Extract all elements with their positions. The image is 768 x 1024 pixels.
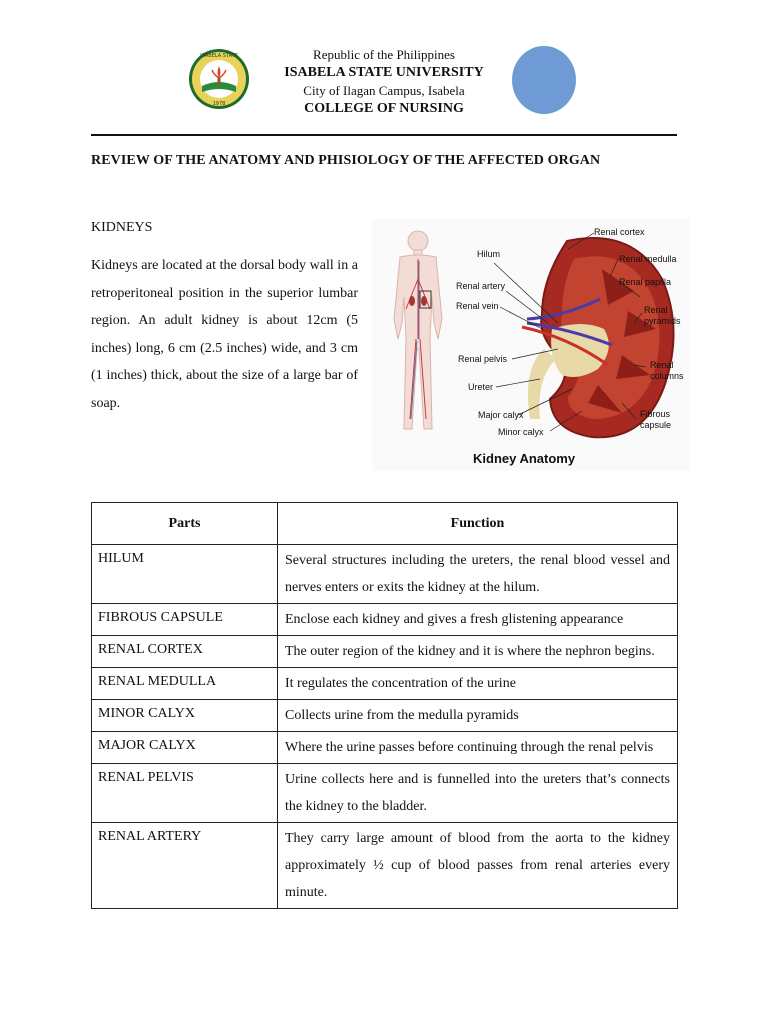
table-row bbox=[92, 668, 678, 700]
table-row bbox=[92, 700, 678, 732]
table-cell-function: Collects urine from the medulla pyramids bbox=[278, 700, 678, 732]
label-renal-columns-1: Renal bbox=[650, 360, 674, 370]
header-text-block bbox=[250, 46, 518, 118]
header-college: COLLEGE OF NURSING bbox=[304, 101, 464, 116]
label-renal-pyramids-2: pyramids bbox=[644, 316, 681, 326]
table-cell-part: HILUM bbox=[92, 545, 278, 604]
label-renal-artery: Renal artery bbox=[456, 281, 506, 291]
kidney-anatomy-figure bbox=[372, 219, 690, 471]
table-cell-function: Where the urine passes before continuing through the renal pelvis bbox=[278, 732, 678, 764]
table-cell-part: RENAL ARTERY bbox=[92, 823, 278, 909]
label-renal-vein: Renal vein bbox=[456, 301, 499, 311]
column-header-function: Function bbox=[278, 503, 678, 545]
column-header-parts: Parts bbox=[92, 503, 278, 545]
table-cell-part: RENAL CORTEX bbox=[92, 636, 278, 668]
label-renal-columns-2: columns bbox=[650, 371, 684, 381]
table-header-row bbox=[92, 503, 678, 545]
label-fibrous-capsule-2: capsule bbox=[640, 420, 672, 430]
table-cell-function: They carry large amount of blood from the aorta to the kidney approximately ½ cup of blood passes from renal arteries every minute. bbox=[278, 823, 678, 909]
table-cell-function: Several structures including the ureters, the renal blood vessel and nerves enters or exits the kidney at the hilum. bbox=[278, 545, 678, 604]
label-hilum: Hilum bbox=[477, 249, 501, 259]
header-campus: City of Ilagan Campus, Isabela bbox=[303, 83, 465, 98]
table-row bbox=[92, 823, 678, 909]
document-title: REVIEW OF THE ANATOMY AND PHISIOLOGY OF THE AFFECTED ORGAN bbox=[91, 153, 601, 168]
university-seal-logo bbox=[188, 48, 250, 110]
table-cell-part: FIBROUS CAPSULE bbox=[92, 604, 278, 636]
table-cell-part: RENAL PELVIS bbox=[92, 764, 278, 823]
label-fibrous-capsule-1: Fibrous bbox=[640, 409, 671, 419]
table-row bbox=[92, 604, 678, 636]
table-row bbox=[92, 636, 678, 668]
kidney-parts-table bbox=[91, 502, 678, 909]
section-label: KIDNEYS bbox=[91, 220, 153, 235]
kidney-cross-section bbox=[522, 238, 674, 437]
table-cell-part: MINOR CALYX bbox=[92, 700, 278, 732]
kidney-anatomy-illustration bbox=[372, 219, 690, 471]
kidney-description-paragraph: Kidneys are located at the dorsal body wall in a retroperitoneal position in the superior lumbar region. An adult kidney is about 12cm (5 inches) long, 6 cm (2.5 inches) wide, and 3 cm (1 inches) thick, about the size of a large bar of soap. bbox=[91, 258, 358, 411]
label-major-calyx: Major calyx bbox=[478, 410, 524, 420]
header-divider bbox=[91, 134, 677, 136]
label-ureter: Ureter bbox=[468, 382, 494, 392]
table-row bbox=[92, 764, 678, 823]
label-renal-cortex: Renal cortex bbox=[594, 227, 645, 237]
label-renal-pelvis: Renal pelvis bbox=[458, 354, 508, 364]
figure-title: Kidney Anatomy bbox=[473, 451, 576, 466]
table-row bbox=[92, 545, 678, 604]
table-cell-function: Enclose each kidney and gives a fresh glistening appearance bbox=[278, 604, 678, 636]
table-row bbox=[92, 732, 678, 764]
table-cell-part: RENAL MEDULLA bbox=[92, 668, 278, 700]
label-renal-pyramids-1: Renal bbox=[644, 305, 668, 315]
table-cell-function: The outer region of the kidney and it is where the nephron begins. bbox=[278, 636, 678, 668]
blue-circle-logo bbox=[512, 46, 576, 114]
svg-text:1978: 1978 bbox=[212, 101, 226, 107]
table-cell-function: It regulates the concentration of the urine bbox=[278, 668, 678, 700]
label-minor-calyx: Minor calyx bbox=[498, 427, 544, 437]
label-renal-medulla: Renal medulla bbox=[619, 254, 677, 264]
table-cell-function: Urine collects here and is funnelled into the ureters that’s connects the kidney to the bladder. bbox=[278, 764, 678, 823]
document-header bbox=[0, 44, 768, 124]
table-cell-part: MAJOR CALYX bbox=[92, 732, 278, 764]
header-university-name: ISABELA STATE UNIVERSITY bbox=[284, 65, 484, 80]
svg-text:ISABELA STATE: ISABELA STATE bbox=[200, 53, 238, 59]
label-renal-papilla: Renal papilla bbox=[619, 277, 672, 287]
header-republic: Republic of the Philippines bbox=[313, 47, 455, 62]
